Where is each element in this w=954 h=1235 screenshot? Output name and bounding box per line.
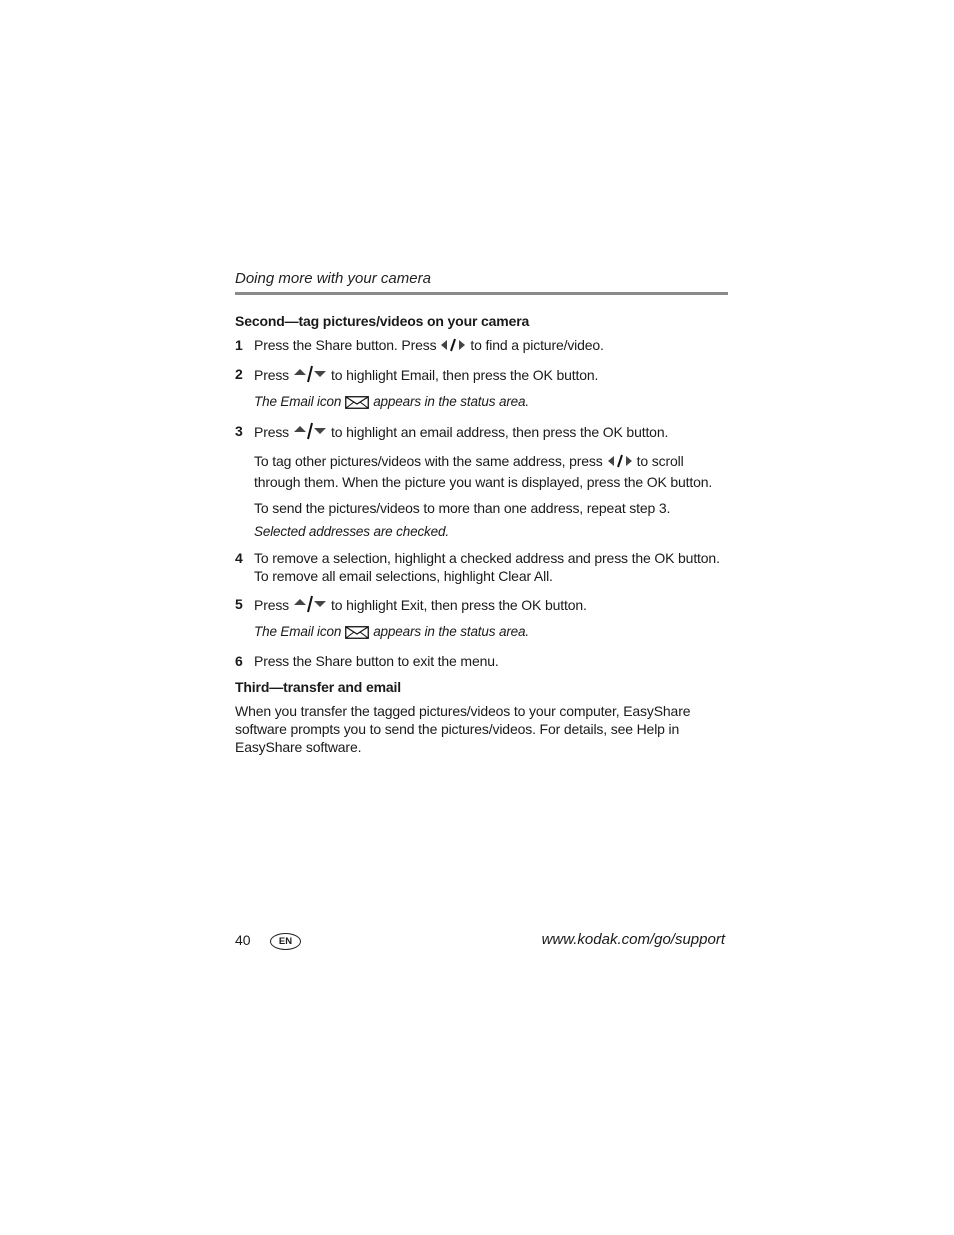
step-5-note — [235, 623, 728, 644]
support-url: www.kodak.com/go/support — [541, 931, 725, 948]
note-text-cont: appears in the status area. — [373, 394, 529, 409]
page-number: 40 — [235, 932, 251, 948]
email-envelope-icon — [345, 396, 369, 414]
page-content — [235, 312, 728, 756]
step-text-cont: to find a picture/video. — [470, 337, 604, 353]
page-header-title: Doing more with your camera — [235, 270, 431, 287]
step-number: 4 — [235, 550, 243, 566]
step-number: 2 — [235, 366, 243, 382]
step-3-note: Selected addresses are checked. — [254, 524, 449, 539]
step-number: 3 — [235, 423, 243, 439]
language-badge: EN — [270, 933, 301, 950]
step-3-paragraph-2: To send the pictures/videos to more than one address, repeat step 3. — [254, 500, 671, 516]
step-number: 5 — [235, 596, 243, 612]
step-5 — [235, 595, 728, 617]
step-4 — [235, 549, 728, 585]
step-6 — [235, 652, 728, 670]
step-2 — [235, 365, 728, 387]
step-text-cont: to highlight an email address, then press the OK button. — [331, 424, 669, 440]
step-text: Press the Share button. Press — [254, 337, 437, 353]
left-right-arrow-icon — [607, 453, 633, 473]
step-number: 6 — [235, 653, 243, 669]
step-number: 1 — [235, 337, 243, 353]
step-3-paragraph-1 — [235, 452, 728, 491]
step-text-cont: to highlight Exit, then press the OK button. — [331, 597, 587, 613]
left-right-arrow-icon — [440, 337, 466, 357]
step-text: Press — [254, 424, 290, 440]
step-2-note — [235, 393, 728, 414]
up-down-arrow-icon — [293, 595, 327, 617]
para-text: To tag other pictures/videos with the same address, press — [254, 453, 603, 469]
step-text-cont: to highlight Email, then press the OK button. — [331, 367, 599, 383]
step-text: Press — [254, 597, 290, 613]
email-envelope-icon — [345, 626, 369, 644]
step-text: To remove a selection, highlight a checked address and press the OK button. To remove all email selections, highlight Clear All. — [254, 550, 720, 584]
up-down-arrow-icon — [293, 422, 327, 444]
step-3 — [235, 422, 728, 444]
para-text-cont: to scroll through them. When the picture you want is displayed, press the OK button. — [254, 453, 713, 490]
note-text-cont: appears in the status area. — [373, 624, 529, 639]
step-text: Press — [254, 367, 290, 383]
up-down-arrow-icon — [293, 365, 327, 387]
header-divider — [235, 292, 728, 295]
section-heading-second: Second—tag pictures/videos on your camera — [235, 313, 530, 329]
section-heading-third: Third—transfer and email — [235, 679, 401, 695]
section-third-body: When you transfer the tagged pictures/videos to your computer, EasyShare software prompts you to send the pictures/videos. For details, see Help in EasyShare software. — [235, 703, 691, 755]
note-text: The Email icon — [254, 624, 342, 639]
step-1 — [235, 336, 728, 357]
note-text: The Email icon — [254, 394, 342, 409]
step-text: Press the Share button to exit the menu. — [254, 653, 499, 669]
